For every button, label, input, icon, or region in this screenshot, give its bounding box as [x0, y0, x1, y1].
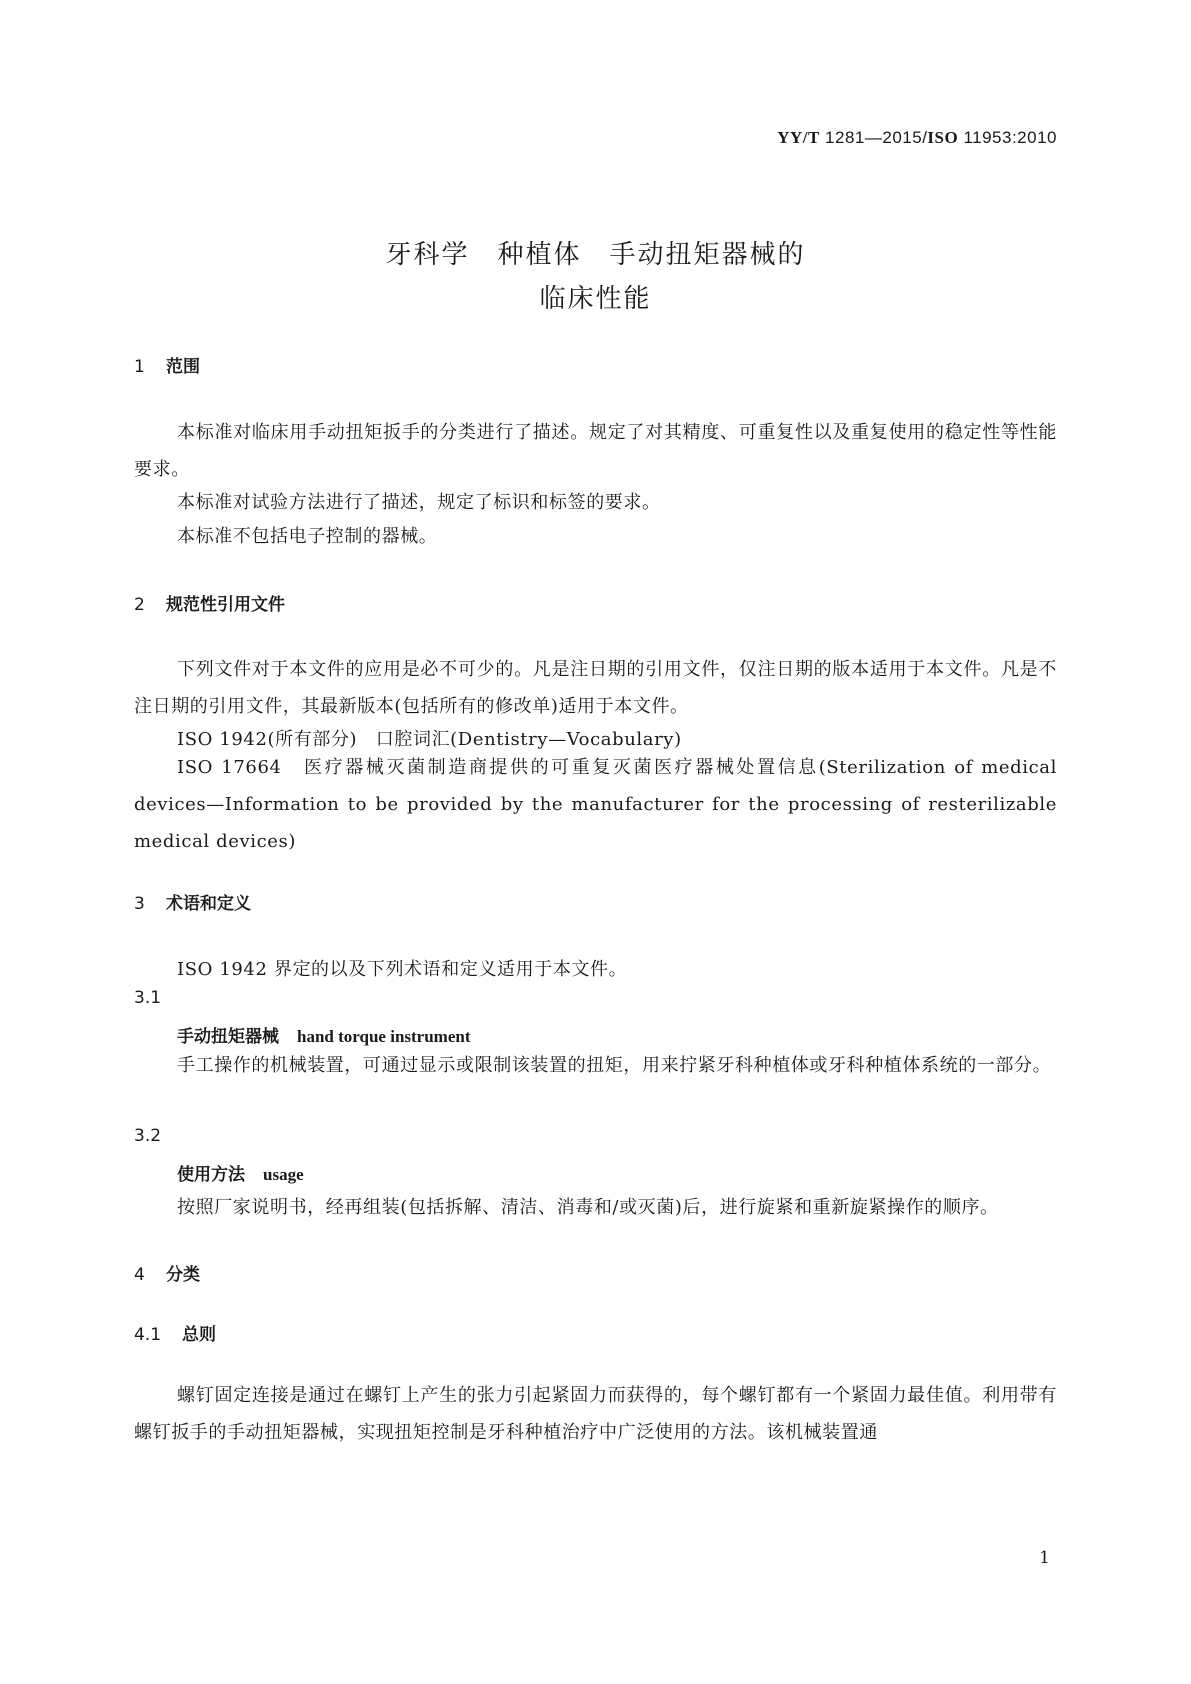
- section-title: 范围: [166, 357, 200, 377]
- section-1-paragraph-3: 本标准不包括电子控制的器械。: [177, 526, 438, 547]
- section-4-1-heading: [134, 1320, 216, 1345]
- term-cn: 使用方法: [177, 1165, 245, 1185]
- reference-iso-17664: ISO 17664 医疗器械灭菌制造商提供的可重复灭菌医疗器械处置信息(Sterilization of medical devices—Information to be provided by the manufacturer for the processing of resterilizable medical devices): [134, 757, 1057, 852]
- standard-code: [777, 128, 1057, 148]
- section-3-paragraph-1: ISO 1942 界定的以及下列术语和定义适用于本文件。: [177, 959, 628, 980]
- section-number: 2: [134, 595, 145, 615]
- section-1-paragraph-2: 本标准对试验方法进行了描述，规定了标识和标签的要求。: [177, 492, 661, 513]
- code-mid: 1281—2015/: [819, 128, 928, 147]
- document-title-line-1: 牙科学 种植体 手动扭矩器械的: [385, 240, 806, 270]
- section-2-paragraph-1: 下列文件对于本文件的应用是必不可少的。凡是注日期的引用文件，仅注日期的版本适用于本文件。凡是不注日期的引用文件，其最新版本(包括所有的修改单)适用于本文件。: [134, 659, 1057, 717]
- term-3-2: [177, 1160, 304, 1185]
- term-en: hand torque instrument: [297, 1027, 471, 1046]
- section-title: 规范性引用文件: [166, 595, 285, 615]
- section-2-heading: [134, 590, 285, 615]
- section-number: 3: [134, 894, 145, 914]
- section-number: 4: [134, 1265, 145, 1285]
- section-3-heading: [134, 889, 251, 914]
- term-3-1-number: 3.1: [134, 988, 162, 1008]
- term-3-1: [177, 1022, 471, 1047]
- section-number: 4.1: [134, 1325, 162, 1345]
- section-title: 术语和定义: [166, 894, 251, 914]
- term-3-2-number: 3.2: [134, 1126, 162, 1146]
- page-number: 1: [1039, 1548, 1050, 1568]
- section-1-heading: [134, 352, 200, 377]
- section-title: 总则: [182, 1325, 216, 1345]
- document-title-line-2: 临床性能: [539, 284, 652, 314]
- code-suffix: 11953:2010: [958, 128, 1057, 147]
- term-3-2-definition: 按照厂家说明书，经再组装(包括拆解、清洁、消毒和/或灭菌)后，进行旋紧和重新旋紧操作的顺序。: [177, 1197, 999, 1218]
- term-cn: 手动扭矩器械: [177, 1027, 279, 1047]
- section-title: 分类: [166, 1265, 200, 1285]
- term-3-1-definition: 手工操作的机械装置，可通过显示或限制该装置的扭矩，用来拧紧牙科种植体或牙科种植体系统的一部分。: [177, 1055, 1052, 1076]
- section-number: 1: [134, 357, 145, 377]
- code-prefix: YY/T: [777, 128, 820, 147]
- term-en: usage: [263, 1165, 304, 1184]
- section-4-heading: [134, 1260, 200, 1285]
- section-1-paragraph-1: 本标准对临床用手动扭矩扳手的分类进行了描述。规定了对其精度、可重复性以及重复使用的稳定性等性能要求。: [134, 422, 1057, 480]
- reference-iso-1942: ISO 1942(所有部分) 口腔词汇(Dentistry—Vocabulary): [177, 729, 682, 750]
- section-4-1-paragraph-1: 螺钉固定连接是通过在螺钉上产生的张力引起紧固力而获得的，每个螺钉都有一个紧固力最佳值。利用带有螺钉扳手的手动扭矩器械，实现扭矩控制是牙科种植治疗中广泛使用的方法。该机械装置通: [134, 1385, 1057, 1443]
- code-iso: ISO: [927, 128, 959, 147]
